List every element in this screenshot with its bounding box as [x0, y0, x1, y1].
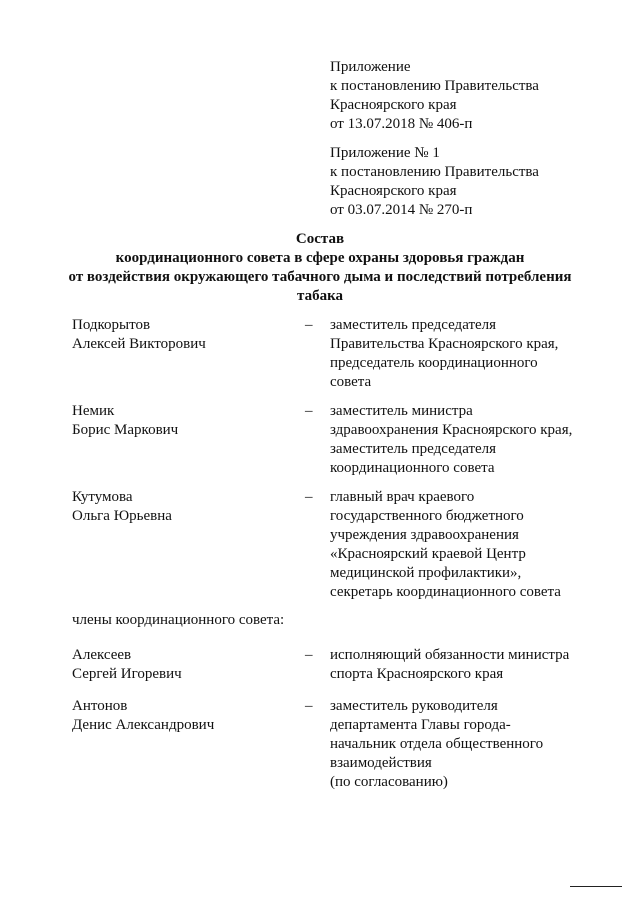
member-given-names: Ольга Юрьевна: [72, 508, 172, 524]
position-line: медицинской профилактики»,: [330, 565, 522, 581]
member-position: [330, 316, 630, 392]
dash-separator: –: [305, 317, 313, 333]
member-given-names: Денис Александрович: [72, 717, 215, 733]
position-line: заместитель председателя: [330, 441, 497, 457]
appendix-line: Красноярского края: [330, 183, 457, 199]
appendix-line: к постановлению Правительства: [330, 164, 539, 180]
member-name: [72, 488, 302, 526]
position-line: департамента Главы города-: [330, 717, 511, 733]
member-name: [72, 646, 302, 684]
member-given-names: Борис Маркович: [72, 422, 179, 438]
dash-separator: –: [305, 647, 313, 663]
member-given-names: Алексей Викторович: [72, 336, 206, 352]
position-line: государственного бюджетного: [330, 508, 524, 524]
position-line: заместитель министра: [330, 403, 473, 419]
member-surname: Кутумова: [72, 489, 133, 505]
title-line: табака: [297, 288, 343, 304]
member-position: [330, 488, 630, 602]
position-line: учреждения здравоохранения: [330, 527, 519, 543]
dash-separator: –: [305, 698, 313, 714]
position-line: спорта Красноярского края: [330, 666, 504, 682]
dash-separator: –: [305, 489, 313, 505]
member-position: [330, 697, 630, 792]
dash-separator: –: [305, 403, 313, 419]
appendix-line: Красноярского края: [330, 97, 457, 113]
member-entry: [72, 697, 612, 797]
member-surname: Алексеев: [72, 647, 132, 663]
member-name: [72, 697, 302, 735]
position-line: председатель координационного: [330, 355, 538, 371]
title-line: от воздействия окружающего табачного дыма и последствий потребления: [68, 269, 572, 285]
appendix-line: к постановлению Правительства: [330, 78, 539, 94]
position-line: заместитель руководителя: [330, 698, 498, 714]
member-name: [72, 316, 302, 354]
position-line: (по согласованию): [330, 774, 448, 790]
members-section-label: члены координационного совета:: [72, 612, 285, 628]
member-surname: Антонов: [72, 698, 128, 714]
position-line: секретарь координационного совета: [330, 584, 561, 600]
member-entry: [72, 646, 612, 686]
member-surname: Немик: [72, 403, 115, 419]
member-entry: [72, 488, 612, 608]
member-given-names: Сергей Игоревич: [72, 666, 182, 682]
footer-rule: [570, 886, 622, 887]
title-line: координационного совета в сфере охраны здоровья граждан: [115, 250, 525, 266]
appendix-line: Приложение № 1: [330, 145, 440, 161]
member-position: [330, 402, 630, 478]
position-line: координационного совета: [330, 460, 495, 476]
document-title: [40, 230, 600, 306]
title-line: Состав: [295, 231, 345, 247]
member-position: [330, 646, 630, 684]
position-line: Правительства Красноярского края,: [330, 336, 559, 352]
appendix-original-block: [330, 144, 630, 220]
member-surname: Подкорытов: [72, 317, 151, 333]
appendix-line: от 13.07.2018 № 406-п: [330, 116, 473, 132]
position-line: заместитель председателя: [330, 317, 497, 333]
position-line: начальник отдела общественного: [330, 736, 544, 752]
position-line: исполняющий обязанности министра: [330, 647, 570, 663]
appendix-current-block: [330, 58, 630, 134]
appendix-line: Приложение: [330, 59, 411, 75]
position-line: совета: [330, 374, 372, 390]
position-line: взаимодействия: [330, 755, 432, 771]
position-line: здравоохранения Красноярского края,: [330, 422, 573, 438]
appendix-line: от 03.07.2014 № 270-п: [330, 202, 473, 218]
member-entry: [72, 402, 612, 482]
position-line: «Красноярский краевой Центр: [330, 546, 526, 562]
member-name: [72, 402, 302, 440]
member-entry: [72, 316, 612, 396]
position-line: главный врач краевого: [330, 489, 475, 505]
